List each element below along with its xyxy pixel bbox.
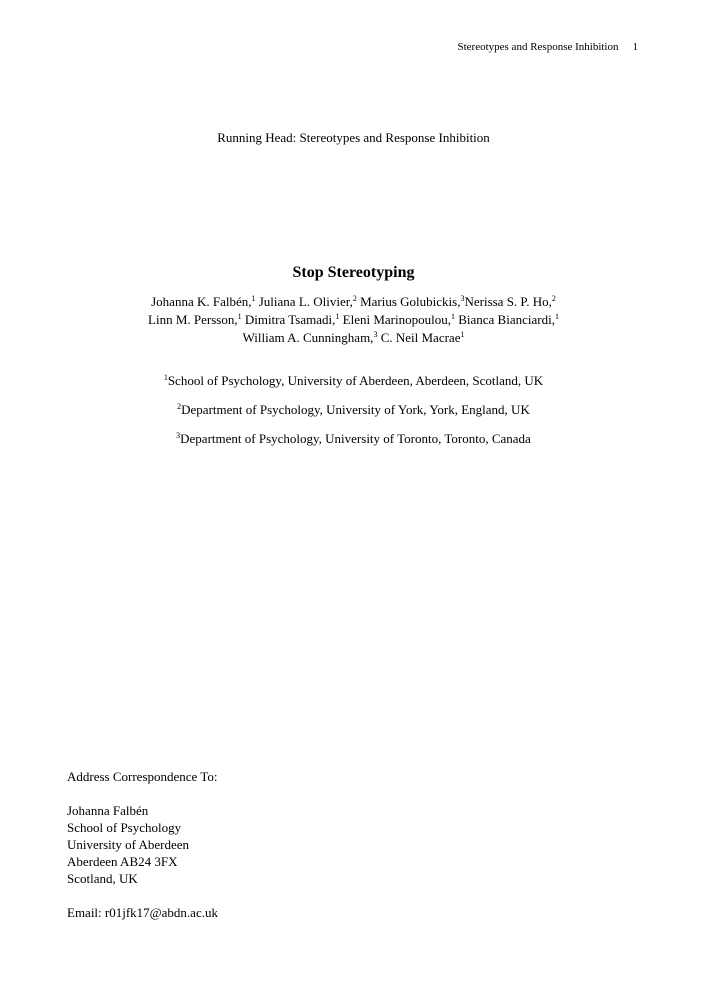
author-name: Bianca Bianciardi,	[458, 312, 555, 327]
author-affiliation-mark: 1	[460, 330, 465, 339]
affiliation-york	[0, 402, 707, 418]
author-name: Marius Golubickis,	[360, 294, 461, 309]
affiliation-number: 1	[163, 373, 168, 382]
author-affiliation-mark: 3	[460, 294, 465, 303]
affiliation-text: Department of Psychology, University of Toronto, Toronto, Canada	[180, 431, 531, 446]
page-header	[457, 41, 638, 53]
affiliation-number: 2	[177, 402, 182, 411]
blank-line	[67, 887, 218, 904]
address-line: School of Psychology	[67, 820, 182, 835]
author-name: Eleni Marinopoulou,	[342, 312, 451, 327]
affiliation-text: School of Psychology, University of Aberdeen, Aberdeen, Scotland, UK	[167, 373, 544, 388]
author-affiliation-mark: 2	[551, 294, 556, 303]
author-name: C. Neil Macrae	[380, 330, 461, 345]
affiliation-number: 3	[176, 431, 181, 440]
page-number: 1	[632, 41, 638, 53]
author-line-3	[0, 329, 707, 347]
affiliation-text: Department of Psychology, University of York, York, England, UK	[181, 402, 530, 417]
header-short-title: Stereotypes and Response Inhibition	[457, 41, 619, 53]
author-name: Juliana L. Olivier,	[258, 294, 353, 309]
author-affiliation-mark: 1	[554, 312, 559, 321]
author-affiliation-mark: 2	[352, 294, 357, 303]
author-affiliation-mark: 1	[335, 312, 340, 321]
address-line: Aberdeen AB24 3FX	[67, 854, 178, 869]
author-affiliation-mark: 1	[237, 312, 242, 321]
affiliation-aberdeen	[0, 373, 707, 389]
affiliation-toronto	[0, 431, 707, 447]
correspondence-block	[67, 768, 218, 921]
author-line-2	[0, 311, 707, 329]
address-line: Johanna Falbén	[67, 803, 149, 818]
running-head: Running Head: Stereotypes and Response Inhibition	[217, 130, 490, 145]
author-name: Dimitra Tsamadi,	[244, 312, 336, 327]
author-affiliation-mark: 3	[373, 330, 378, 339]
blank-line	[67, 785, 218, 802]
address-line: University of Aberdeen	[67, 837, 190, 852]
author-name: Johanna K. Falbén,	[151, 294, 252, 309]
address-line: Scotland, UK	[67, 871, 138, 886]
correspondence-email: Email: r01jfk17@abdn.ac.uk	[67, 905, 218, 920]
paper-title: Stop Stereotyping	[292, 264, 415, 281]
author-list	[0, 293, 707, 347]
author-name: Nerissa S. P. Ho,	[464, 294, 552, 309]
author-name: William A. Cunningham,	[242, 330, 374, 345]
author-affiliation-mark: 1	[450, 312, 455, 321]
correspondence-heading: Address Correspondence To:	[67, 769, 218, 784]
author-affiliation-mark: 1	[251, 294, 256, 303]
author-name: Linn M. Persson,	[148, 312, 238, 327]
author-line-1	[0, 293, 707, 311]
